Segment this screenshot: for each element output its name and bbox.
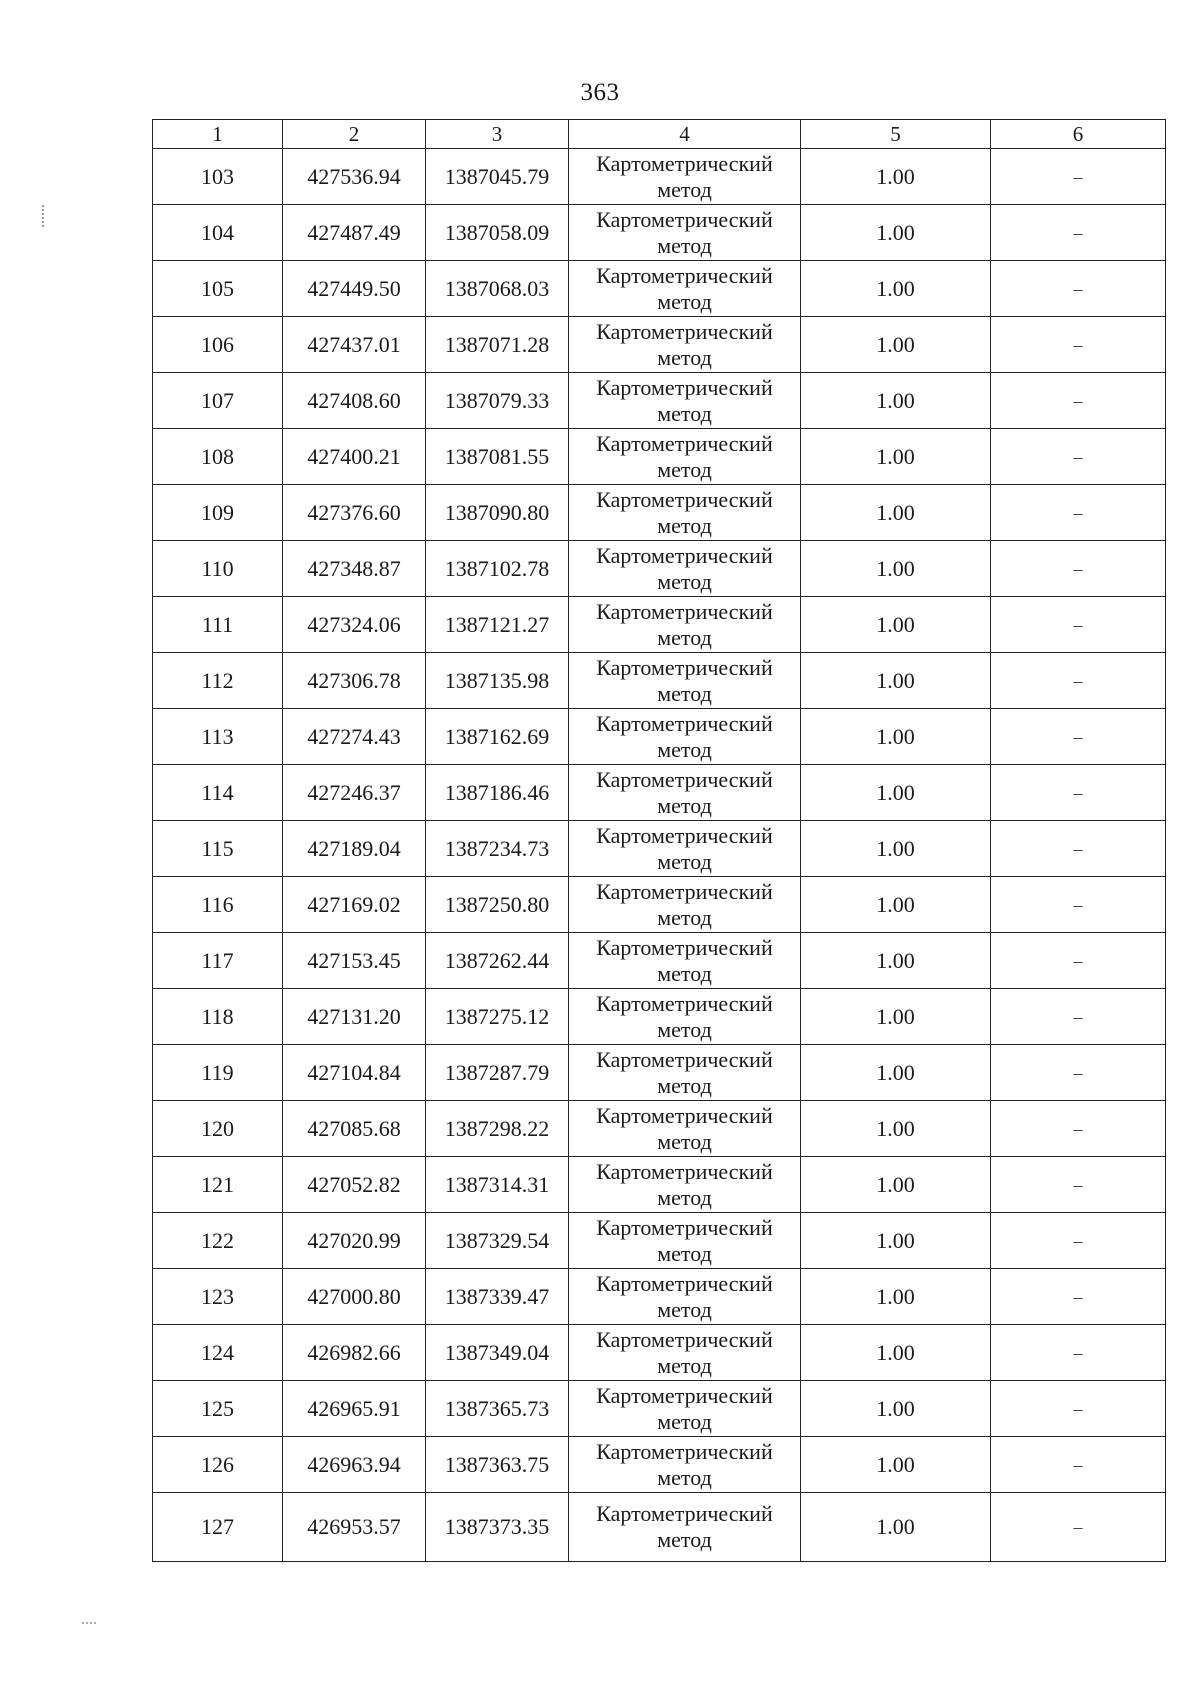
- method-cell: [569, 1381, 801, 1437]
- x-coordinate-cell: 427536.94: [283, 149, 426, 205]
- y-coordinate-cell: 1387162.69: [426, 709, 569, 765]
- accuracy-cell: 1.00: [801, 1381, 991, 1437]
- method-line-2: метод: [657, 1352, 712, 1378]
- note-cell: –: [991, 261, 1166, 317]
- y-coordinate-cell: 1387250.80: [426, 877, 569, 933]
- method-line-1: Картометрический: [596, 1382, 773, 1408]
- header-col-4: 4: [569, 120, 801, 149]
- method-line-1: Картометрический: [596, 710, 773, 736]
- method-line-1: Картометрический: [596, 990, 773, 1016]
- method-cell: [569, 373, 801, 429]
- y-coordinate-cell: 1387186.46: [426, 765, 569, 821]
- method-line-2: метод: [657, 288, 712, 314]
- accuracy-cell: 1.00: [801, 1437, 991, 1493]
- accuracy-cell: 1.00: [801, 541, 991, 597]
- method-cell: [569, 1437, 801, 1493]
- y-coordinate-cell: 1387298.22: [426, 1101, 569, 1157]
- method-line-1: Картометрический: [596, 934, 773, 960]
- note-cell: –: [991, 821, 1166, 877]
- header-col-3: 3: [426, 120, 569, 149]
- header-col-6: 6: [991, 120, 1166, 149]
- accuracy-cell: 1.00: [801, 373, 991, 429]
- method-cell: [569, 1269, 801, 1325]
- y-coordinate-cell: 1387081.55: [426, 429, 569, 485]
- accuracy-cell: 1.00: [801, 205, 991, 261]
- method-line-2: метод: [657, 848, 712, 874]
- table-row: [153, 149, 1166, 205]
- method-line-1: Картометрический: [596, 150, 773, 176]
- method-line-1: Картометрический: [596, 822, 773, 848]
- x-coordinate-cell: 427085.68: [283, 1101, 426, 1157]
- method-line-1: Картометрический: [596, 486, 773, 512]
- method-line-1: Картометрический: [596, 1214, 773, 1240]
- note-cell: –: [991, 989, 1166, 1045]
- method-line-2: метод: [657, 736, 712, 762]
- y-coordinate-cell: 1387058.09: [426, 205, 569, 261]
- method-cell: [569, 933, 801, 989]
- method-line-1: Картометрический: [596, 654, 773, 680]
- note-cell: –: [991, 765, 1166, 821]
- table-row: [153, 709, 1166, 765]
- point-number-cell: 123: [153, 1269, 283, 1325]
- y-coordinate-cell: 1387071.28: [426, 317, 569, 373]
- x-coordinate-cell: 427400.21: [283, 429, 426, 485]
- method-line-1: Картометрический: [596, 1270, 773, 1296]
- note-cell: –: [991, 653, 1166, 709]
- accuracy-cell: 1.00: [801, 877, 991, 933]
- y-coordinate-cell: 1387090.80: [426, 485, 569, 541]
- point-number-cell: 104: [153, 205, 283, 261]
- method-line-2: метод: [657, 1240, 712, 1266]
- method-line-2: метод: [657, 904, 712, 930]
- note-cell: –: [991, 429, 1166, 485]
- x-coordinate-cell: 427189.04: [283, 821, 426, 877]
- method-line-2: метод: [657, 1408, 712, 1434]
- margin-scan-mark: [42, 205, 46, 227]
- method-cell: [569, 1045, 801, 1101]
- method-line-2: метод: [657, 680, 712, 706]
- point-number-cell: 108: [153, 429, 283, 485]
- table-row: [153, 1381, 1166, 1437]
- accuracy-cell: 1.00: [801, 709, 991, 765]
- x-coordinate-cell: 427000.80: [283, 1269, 426, 1325]
- table-row: [153, 373, 1166, 429]
- bottom-scan-mark: [82, 1622, 96, 1626]
- method-cell: [569, 653, 801, 709]
- x-coordinate-cell: 427306.78: [283, 653, 426, 709]
- method-line-1: Картометрический: [596, 1102, 773, 1128]
- method-line-2: метод: [657, 1128, 712, 1154]
- method-cell: [569, 1101, 801, 1157]
- accuracy-cell: 1.00: [801, 653, 991, 709]
- table-row: [153, 1213, 1166, 1269]
- note-cell: –: [991, 933, 1166, 989]
- table-row: [153, 1325, 1166, 1381]
- accuracy-cell: 1.00: [801, 149, 991, 205]
- table-header: [153, 120, 1166, 149]
- point-number-cell: 124: [153, 1325, 283, 1381]
- note-cell: –: [991, 1213, 1166, 1269]
- y-coordinate-cell: 1387135.98: [426, 653, 569, 709]
- accuracy-cell: 1.00: [801, 1325, 991, 1381]
- method-line-2: метод: [657, 232, 712, 258]
- note-cell: –: [991, 373, 1166, 429]
- x-coordinate-cell: 427131.20: [283, 989, 426, 1045]
- note-cell: –: [991, 485, 1166, 541]
- point-number-cell: 103: [153, 149, 283, 205]
- table-row: [153, 1269, 1166, 1325]
- table-row: [153, 1045, 1166, 1101]
- note-cell: –: [991, 1325, 1166, 1381]
- point-number-cell: 119: [153, 1045, 283, 1101]
- accuracy-cell: 1.00: [801, 821, 991, 877]
- method-line-1: Картометрический: [596, 542, 773, 568]
- table-row: [153, 989, 1166, 1045]
- y-coordinate-cell: 1387102.78: [426, 541, 569, 597]
- x-coordinate-cell: 427449.50: [283, 261, 426, 317]
- method-line-2: метод: [657, 512, 712, 538]
- accuracy-cell: 1.00: [801, 989, 991, 1045]
- accuracy-cell: 1.00: [801, 485, 991, 541]
- x-coordinate-cell: 427376.60: [283, 485, 426, 541]
- method-line-2: метод: [657, 1464, 712, 1490]
- point-number-cell: 117: [153, 933, 283, 989]
- x-coordinate-cell: 426982.66: [283, 1325, 426, 1381]
- y-coordinate-cell: 1387339.47: [426, 1269, 569, 1325]
- table-row: [153, 205, 1166, 261]
- note-cell: –: [991, 1381, 1166, 1437]
- note-cell: –: [991, 317, 1166, 373]
- x-coordinate-cell: 427104.84: [283, 1045, 426, 1101]
- accuracy-cell: 1.00: [801, 1045, 991, 1101]
- point-number-cell: 109: [153, 485, 283, 541]
- x-coordinate-cell: 427169.02: [283, 877, 426, 933]
- method-cell: [569, 1213, 801, 1269]
- header-row: [153, 120, 1166, 149]
- y-coordinate-cell: 1387079.33: [426, 373, 569, 429]
- y-coordinate-cell: 1387121.27: [426, 597, 569, 653]
- x-coordinate-cell: 426965.91: [283, 1381, 426, 1437]
- y-coordinate-cell: 1387045.79: [426, 149, 569, 205]
- note-cell: –: [991, 597, 1166, 653]
- point-number-cell: 126: [153, 1437, 283, 1493]
- note-cell: –: [991, 1101, 1166, 1157]
- x-coordinate-cell: 427408.60: [283, 373, 426, 429]
- accuracy-cell: 1.00: [801, 1493, 991, 1562]
- table-row: [153, 1101, 1166, 1157]
- point-number-cell: 116: [153, 877, 283, 933]
- header-col-5: 5: [801, 120, 991, 149]
- note-cell: –: [991, 1157, 1166, 1213]
- note-cell: –: [991, 149, 1166, 205]
- accuracy-cell: 1.00: [801, 765, 991, 821]
- accuracy-cell: 1.00: [801, 933, 991, 989]
- method-line-2: метод: [657, 624, 712, 650]
- table-row: [153, 317, 1166, 373]
- table-row: [153, 877, 1166, 933]
- note-cell: –: [991, 1045, 1166, 1101]
- table-row: [153, 653, 1166, 709]
- method-line-2: метод: [657, 960, 712, 986]
- accuracy-cell: 1.00: [801, 1269, 991, 1325]
- method-line-1: Картометрический: [596, 1158, 773, 1184]
- point-number-cell: 122: [153, 1213, 283, 1269]
- method-line-1: Картометрический: [596, 318, 773, 344]
- y-coordinate-cell: 1387373.35: [426, 1493, 569, 1562]
- note-cell: –: [991, 1269, 1166, 1325]
- point-number-cell: 111: [153, 597, 283, 653]
- method-line-1: Картометрический: [596, 206, 773, 232]
- method-cell: [569, 821, 801, 877]
- page-number: 363: [580, 79, 620, 106]
- accuracy-cell: 1.00: [801, 1213, 991, 1269]
- method-line-2: метод: [657, 1184, 712, 1210]
- accuracy-cell: 1.00: [801, 1101, 991, 1157]
- point-number-cell: 115: [153, 821, 283, 877]
- accuracy-cell: 1.00: [801, 429, 991, 485]
- accuracy-cell: 1.00: [801, 1157, 991, 1213]
- header-col-2: 2: [283, 120, 426, 149]
- y-coordinate-cell: 1387365.73: [426, 1381, 569, 1437]
- method-cell: [569, 1325, 801, 1381]
- y-coordinate-cell: 1387262.44: [426, 933, 569, 989]
- method-line-2: метод: [657, 1072, 712, 1098]
- point-number-cell: 107: [153, 373, 283, 429]
- method-cell: [569, 541, 801, 597]
- note-cell: –: [991, 709, 1166, 765]
- method-line-2: метод: [657, 1296, 712, 1322]
- y-coordinate-cell: 1387068.03: [426, 261, 569, 317]
- method-line-1: Картометрический: [596, 598, 773, 624]
- method-cell: [569, 597, 801, 653]
- x-coordinate-cell: 426963.94: [283, 1437, 426, 1493]
- method-line-2: метод: [657, 176, 712, 202]
- method-cell: [569, 317, 801, 373]
- table-row: [153, 485, 1166, 541]
- method-cell: [569, 877, 801, 933]
- point-number-cell: 118: [153, 989, 283, 1045]
- point-number-cell: 121: [153, 1157, 283, 1213]
- y-coordinate-cell: 1387363.75: [426, 1437, 569, 1493]
- table-row: [153, 933, 1166, 989]
- method-line-2: метод: [657, 344, 712, 370]
- method-line-1: Картометрический: [596, 878, 773, 904]
- x-coordinate-cell: 427437.01: [283, 317, 426, 373]
- point-number-cell: 120: [153, 1101, 283, 1157]
- point-number-cell: 127: [153, 1493, 283, 1562]
- y-coordinate-cell: 1387287.79: [426, 1045, 569, 1101]
- x-coordinate-cell: 427487.49: [283, 205, 426, 261]
- method-cell: [569, 261, 801, 317]
- method-line-1: Картометрический: [596, 1046, 773, 1072]
- x-coordinate-cell: 427348.87: [283, 541, 426, 597]
- note-cell: –: [991, 205, 1166, 261]
- note-cell: –: [991, 1493, 1166, 1562]
- x-coordinate-cell: 427274.43: [283, 709, 426, 765]
- table-row: [153, 429, 1166, 485]
- x-coordinate-cell: 427246.37: [283, 765, 426, 821]
- method-cell: [569, 989, 801, 1045]
- table-row: [153, 597, 1166, 653]
- accuracy-cell: 1.00: [801, 317, 991, 373]
- method-cell: [569, 765, 801, 821]
- method-cell: [569, 1157, 801, 1213]
- method-line-2: метод: [657, 456, 712, 482]
- point-number-cell: 113: [153, 709, 283, 765]
- table-row: [153, 765, 1166, 821]
- x-coordinate-cell: 427324.06: [283, 597, 426, 653]
- point-number-cell: 125: [153, 1381, 283, 1437]
- method-line-2: метод: [657, 568, 712, 594]
- method-line-2: метод: [657, 400, 712, 426]
- method-line-1: Картометрический: [596, 766, 773, 792]
- point-number-cell: 105: [153, 261, 283, 317]
- table-row: [153, 821, 1166, 877]
- y-coordinate-cell: 1387349.04: [426, 1325, 569, 1381]
- method-line-1: Картометрический: [596, 374, 773, 400]
- method-line-1: Картометрический: [596, 1438, 773, 1464]
- point-number-cell: 110: [153, 541, 283, 597]
- method-cell: [569, 429, 801, 485]
- x-coordinate-cell: 427020.99: [283, 1213, 426, 1269]
- method-line-1: Картометрический: [596, 430, 773, 456]
- accuracy-cell: 1.00: [801, 261, 991, 317]
- method-line-1: Картометрический: [596, 1501, 773, 1526]
- method-line-2: метод: [657, 1527, 712, 1552]
- y-coordinate-cell: 1387329.54: [426, 1213, 569, 1269]
- table-row: [153, 1437, 1166, 1493]
- method-line-1: Картометрический: [596, 262, 773, 288]
- x-coordinate-cell: 426953.57: [283, 1493, 426, 1562]
- note-cell: –: [991, 1437, 1166, 1493]
- x-coordinate-cell: 427153.45: [283, 933, 426, 989]
- table-row: [153, 261, 1166, 317]
- coordinates-table: [152, 119, 1166, 1562]
- note-cell: –: [991, 877, 1166, 933]
- point-number-cell: 112: [153, 653, 283, 709]
- method-cell: [569, 709, 801, 765]
- method-cell: [569, 1493, 801, 1562]
- y-coordinate-cell: 1387314.31: [426, 1157, 569, 1213]
- x-coordinate-cell: 427052.82: [283, 1157, 426, 1213]
- method-line-1: Картометрический: [596, 1326, 773, 1352]
- y-coordinate-cell: 1387234.73: [426, 821, 569, 877]
- method-line-2: метод: [657, 792, 712, 818]
- table-row: [153, 1493, 1166, 1562]
- point-number-cell: 106: [153, 317, 283, 373]
- method-cell: [569, 149, 801, 205]
- method-line-2: метод: [657, 1016, 712, 1042]
- table-row: [153, 541, 1166, 597]
- y-coordinate-cell: 1387275.12: [426, 989, 569, 1045]
- method-cell: [569, 205, 801, 261]
- note-cell: –: [991, 541, 1166, 597]
- header-col-1: 1: [153, 120, 283, 149]
- accuracy-cell: 1.00: [801, 597, 991, 653]
- point-number-cell: 114: [153, 765, 283, 821]
- table-body: [153, 149, 1166, 1562]
- table-row: [153, 1157, 1166, 1213]
- method-cell: [569, 485, 801, 541]
